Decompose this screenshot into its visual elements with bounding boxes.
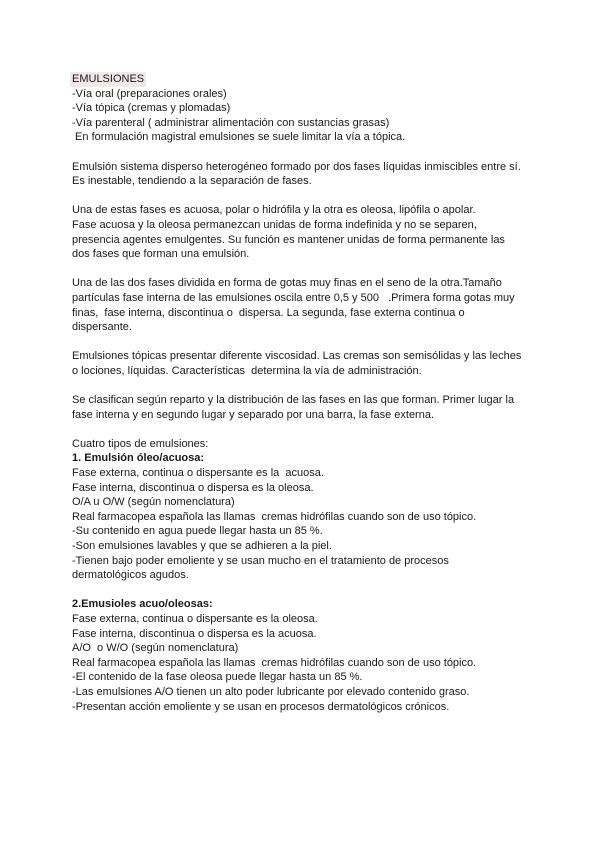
list-item: Real farmacopea española las llamas cremas hidrófilas cuando son de uso tópico. [72, 656, 477, 669]
section-heading: 2.Emusioles acuo/oleosas: [72, 598, 213, 611]
list-item: Fase externa, continua o dispersante es la acuosa. [72, 467, 324, 480]
list-item: -El contenido de la fase oleosa puede llegar hasta un 85 %. [72, 671, 363, 684]
paragraph-fases: Una de estas fases es acuosa, polar o hidrófila y la otra es oleosa, lipófila o apolar. Fase acuosa y la oleosa permanezcan unidas de forma indefinida y no se separen, presencia agentes emulgentes. Su función es mantener unidas de forma permanente las dos fases que forman una emulsión. [72, 204, 505, 261]
list-item: Fase externa, continua o dispersante es la oleosa. [72, 612, 318, 625]
via-item: -Vía parenteral ( administrar alimentación con sustancias grasas) [72, 116, 390, 129]
paragraph-clasificacion: Se clasifican según reparto y la distribución de las fases en las que forman. Primer lugar la fase interna y en segundo lugar y separado por una barra, la fase externa. [72, 394, 515, 421]
section-tipo1 [72, 451, 560, 582]
via-item: -Vía tópica (cremas y plomadas) [72, 102, 231, 115]
paragraph-topicas: Emulsiones tópicas presentar diferente viscosidad. Las cremas son semisólidas y las leches o lociones, líquidas. Características determina la vía de administración. [72, 350, 522, 377]
tipos-intro: Cuatro tipos de emulsiones: [72, 437, 209, 450]
list-item: Fase interna, discontinua o dispersa es la oleosa. [72, 481, 314, 494]
list-item: A/O o W/O (según nomenclatura) [72, 642, 239, 655]
list-item: O/A u O/W (según nomenclatura) [72, 496, 235, 509]
via-note: En formulación magistral emulsiones se suele limitar la vía a tópica. [72, 131, 406, 144]
list-item: -Las emulsiones A/O tienen un alto poder lubricante por elevado contenido graso. [72, 685, 470, 698]
list-item: Fase interna, discontinua o dispersa es la acuosa. [72, 627, 317, 640]
document-title: EMULSIONES [72, 73, 145, 85]
list-item: Real farmacopea española las llamas cremas hidrófilas cuando son de uso tópico. [72, 510, 477, 523]
list-item: -Su contenido en agua puede llegar hasta un 85 %. [72, 525, 323, 538]
list-item: dermatológicos agudos. [72, 569, 189, 582]
list-item: -Presentan acción emoliente y se usan en procesos dermatológicos crónicos. [72, 700, 450, 713]
via-item: -Vía oral (preparaciones orales) [72, 87, 227, 100]
paragraph-gotas: Una de las dos fases dividida en forma de gotas muy finas en el seno de la otra.Tamaño partículas fase interna de las emulsiones oscila entre 0,5 y 500 .Primera forma gotas muy finas, fase interna, discontinua o dispersa. La segunda, fase externa continua o dispersante. [72, 277, 515, 334]
paragraph-definicion: Emulsión sistema disperso heterogéneo formado por dos fases líquidas inmiscibles entre sí. Es inestable, tendiendo a la separación de fases. [72, 160, 521, 188]
section-tipo2 [72, 597, 560, 714]
list-item: -Son emulsiones lavables y que se adhieren a la piel. [72, 540, 332, 552]
list-item: -Tienen bajo poder emoliente y se usan mucho en el tratamiento de procesos [72, 554, 449, 567]
vias-list [72, 87, 560, 145]
section-heading: 1. Emulsión óleo/acuosa: [72, 452, 205, 465]
